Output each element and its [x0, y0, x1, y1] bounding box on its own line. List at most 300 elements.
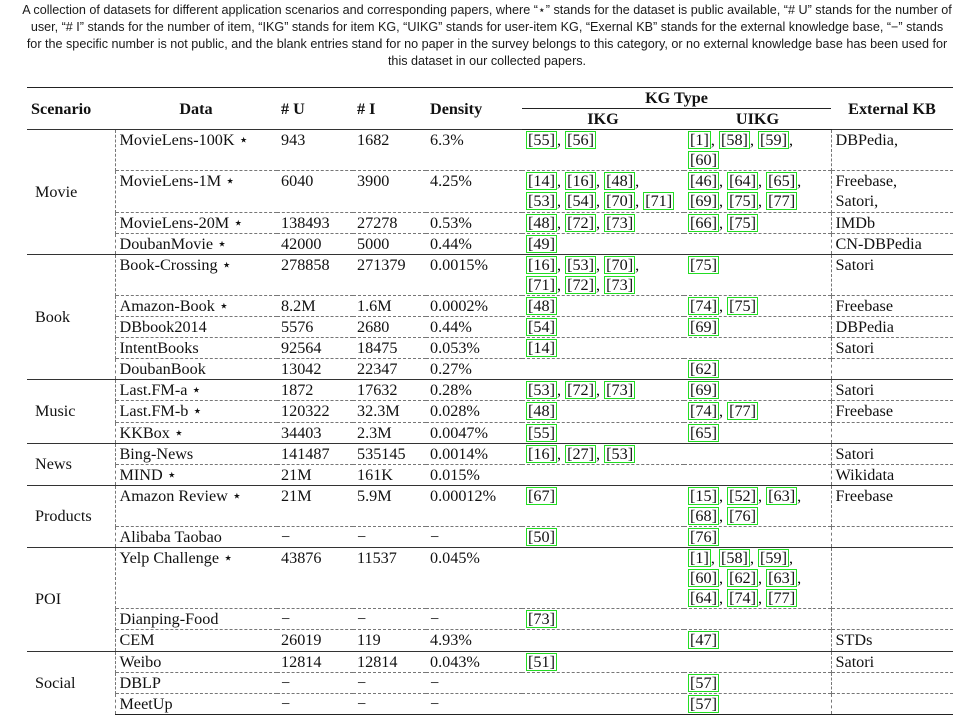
- citation-ref[interactable]: [60]: [690, 151, 717, 170]
- density-value: −: [426, 526, 522, 547]
- ref-line: [66] , [75]: [690, 213, 757, 232]
- ikg-refs: [522, 317, 684, 338]
- item-count: 27278: [353, 212, 426, 233]
- citation-ref[interactable]: [74]: [690, 296, 717, 315]
- ikg-refs: [522, 464, 684, 485]
- dataset-name: MovieLens-20M ⋆: [115, 212, 277, 233]
- ref-line: [71] , [72] , [73]: [528, 275, 634, 294]
- citation-ref[interactable]: [16]: [567, 172, 595, 191]
- uikg-refs: [684, 693, 831, 714]
- kb-line: DBPedia,: [835, 131, 898, 150]
- ref-line: [46] , [64] , [65] ,: [690, 172, 802, 191]
- dataset-name: MovieLens-1M ⋆: [115, 171, 277, 212]
- citation-ref[interactable]: [53]: [606, 444, 634, 463]
- caption-text: A collection of datasets for different application scenarios and corresponding papers, where “⋆” stands for the dataset is public available, “# U” stands for the number of user, “# I” stands for the number of item, “IKG” stands for item KG, “UIKG” stands for user-item KG, “Exernal KB” stands for the external knowledge base, “−” stands for the specific number is not public, and the blank entries stand for no paper in the survey belongs to this category, or no external knowledge base has been used for this dataset in our collected papers.: [22, 3, 952, 68]
- citation-ref[interactable]: [75]: [729, 213, 757, 232]
- ref-line: [688, 694, 827, 714]
- ref-line: [688, 255, 827, 275]
- header-items: # I: [353, 88, 426, 130]
- citation-ref[interactable]: [16]: [528, 444, 555, 463]
- uikg-refs: [684, 401, 831, 422]
- user-count: 120322: [277, 401, 353, 422]
- dataset-name: Amazon-Book ⋆: [115, 295, 277, 316]
- table-caption: [22, 2, 952, 70]
- dataset-name: DoubanBook: [115, 359, 277, 380]
- header-users: # U: [277, 88, 353, 130]
- dataset-name: Book-Crossing ⋆: [115, 254, 277, 295]
- citation-ref[interactable]: [59]: [760, 131, 787, 150]
- table-row: [27, 464, 953, 485]
- citation-ref[interactable]: [59]: [760, 549, 787, 568]
- user-count: 92564: [277, 338, 353, 359]
- citation-ref[interactable]: [48]: [528, 402, 555, 421]
- ikg-refs: [522, 485, 684, 526]
- table-row: [27, 130, 953, 171]
- uikg-refs: [684, 212, 831, 233]
- density-value: −: [426, 693, 522, 714]
- ref-line: [53] , [72] , [73]: [528, 381, 634, 400]
- citation-ref[interactable]: [77]: [768, 589, 796, 608]
- uikg-refs: [684, 672, 831, 693]
- citation-ref[interactable]: [55]: [528, 131, 555, 150]
- ref-line: [68] , [76]: [690, 506, 757, 525]
- table-row: [27, 485, 953, 526]
- uikg-refs: [684, 130, 831, 171]
- density-value: 0.015%: [426, 464, 522, 485]
- user-count: 141487: [277, 443, 353, 464]
- ref-line: [526, 423, 680, 443]
- citation-ref[interactable]: [75]: [729, 192, 757, 211]
- dataset-name: Alibaba Taobao: [115, 526, 277, 547]
- dataset-name: Weibo: [115, 651, 277, 672]
- table-row: [27, 630, 953, 651]
- citation-ref[interactable]: [52]: [729, 486, 757, 505]
- user-count: 278858: [277, 254, 353, 295]
- citation-ref[interactable]: [60]: [690, 569, 717, 588]
- ref-line: [15] , [52] , [63] ,: [690, 486, 802, 505]
- ref-line: [14] , [16] , [48] ,: [528, 172, 640, 191]
- ref-line: [55] , [56]: [528, 131, 595, 150]
- table-row: [27, 693, 953, 714]
- citation-ref[interactable]: [63]: [768, 486, 796, 505]
- table-row: [27, 171, 953, 212]
- external-kb: [831, 317, 953, 338]
- ref-line: [74] , [77]: [690, 402, 757, 421]
- user-count: 42000: [277, 233, 353, 254]
- ikg-refs: [522, 526, 684, 547]
- ref-line: [688, 527, 827, 547]
- ref-line: [526, 317, 680, 337]
- dataset-name: Dianping-Food: [115, 609, 277, 630]
- density-value: 0.28%: [426, 380, 522, 401]
- header-kg-type: KG Type: [522, 88, 831, 109]
- citation-ref[interactable]: [74]: [690, 402, 717, 421]
- citation-ref[interactable]: [74]: [729, 589, 757, 608]
- item-count: 119: [353, 630, 426, 651]
- external-kb: [831, 171, 953, 212]
- citation-ref[interactable]: [15]: [690, 486, 717, 505]
- external-kb: [831, 295, 953, 316]
- table-row: [27, 317, 953, 338]
- ikg-refs: [522, 401, 684, 422]
- ref-line: [526, 296, 680, 316]
- header-density: Density: [426, 88, 522, 130]
- scenario-cell: Social: [27, 651, 115, 714]
- citation-ref[interactable]: [55]: [528, 423, 555, 442]
- density-value: 0.27%: [426, 359, 522, 380]
- citation-ref[interactable]: [57]: [690, 673, 717, 692]
- citation-ref[interactable]: [70]: [606, 255, 634, 274]
- item-count: 1682: [353, 130, 426, 171]
- kb-line: Satori: [835, 652, 875, 671]
- citation-ref[interactable]: [73]: [606, 275, 634, 294]
- ref-line: [1] , [58] , [59] ,: [690, 549, 794, 568]
- scenario-cell: Movie: [27, 130, 115, 255]
- citation-ref[interactable]: [73]: [528, 610, 555, 629]
- uikg-refs: [684, 630, 831, 651]
- external-kb: [831, 651, 953, 672]
- table-row: [27, 401, 953, 422]
- ikg-refs: [522, 380, 684, 401]
- citation-ref[interactable]: [14]: [528, 339, 555, 358]
- table-row: [27, 526, 953, 547]
- density-value: 0.0014%: [426, 443, 522, 464]
- ref-line: [526, 401, 680, 421]
- user-count: 1872: [277, 380, 353, 401]
- citation-ref[interactable]: [53]: [567, 255, 595, 274]
- table-row: [27, 338, 953, 359]
- ref-line: [688, 673, 827, 693]
- item-count: 5000: [353, 233, 426, 254]
- item-count: −: [353, 526, 426, 547]
- ref-line: [60] , [62] , [63] ,: [690, 569, 802, 588]
- ref-line: [526, 527, 680, 547]
- uikg-refs: [684, 609, 831, 630]
- table-row: [27, 212, 953, 233]
- density-value: 0.0047%: [426, 422, 522, 443]
- item-count: 17632: [353, 380, 426, 401]
- citation-ref[interactable]: [65]: [768, 172, 796, 191]
- uikg-refs: [684, 254, 831, 295]
- citation-ref[interactable]: [62]: [690, 360, 717, 379]
- header-ikg: IKG: [522, 109, 684, 130]
- table-row: [27, 672, 953, 693]
- citation-ref[interactable]: [62]: [729, 569, 757, 588]
- item-count: 161K: [353, 464, 426, 485]
- citation-ref[interactable]: [73]: [606, 381, 634, 400]
- user-count: 43876: [277, 548, 353, 609]
- external-kb: [831, 380, 953, 401]
- external-kb: [831, 359, 953, 380]
- table-row: [27, 359, 953, 380]
- external-kb: [831, 401, 953, 422]
- density-value: −: [426, 672, 522, 693]
- external-kb: [831, 526, 953, 547]
- external-kb: [831, 485, 953, 526]
- ikg-refs: [522, 359, 684, 380]
- density-value: 0.0002%: [426, 295, 522, 316]
- citation-ref[interactable]: [54]: [567, 192, 595, 211]
- user-count: −: [277, 609, 353, 630]
- user-count: 21M: [277, 464, 353, 485]
- kb-line: DBPedia: [835, 318, 894, 337]
- item-count: −: [353, 672, 426, 693]
- density-value: 0.00012%: [426, 485, 522, 526]
- uikg-refs: [684, 295, 831, 316]
- kb-line: Freebase: [835, 402, 894, 421]
- ikg-refs: [522, 233, 684, 254]
- external-kb: [831, 443, 953, 464]
- citation-ref[interactable]: [73]: [606, 213, 634, 232]
- uikg-refs: [684, 422, 831, 443]
- ikg-refs: [522, 295, 684, 316]
- ikg-refs: [522, 338, 684, 359]
- citation-ref[interactable]: [51]: [528, 652, 555, 671]
- citation-ref[interactable]: [67]: [528, 486, 555, 505]
- citation-ref[interactable]: [48]: [528, 296, 555, 315]
- citation-ref[interactable]: [69]: [690, 192, 717, 211]
- citation-ref[interactable]: [71]: [645, 192, 673, 211]
- dataset-name: KKBox ⋆: [115, 422, 277, 443]
- item-count: 2.3M: [353, 422, 426, 443]
- external-kb: [831, 338, 953, 359]
- kb-line: Satori,: [835, 192, 879, 211]
- user-count: 12814: [277, 651, 353, 672]
- ikg-refs: [522, 672, 684, 693]
- external-kb: [831, 254, 953, 295]
- dataset-name: DBLP: [115, 672, 277, 693]
- item-count: −: [353, 609, 426, 630]
- citation-ref[interactable]: [56]: [567, 131, 595, 150]
- item-count: 271379: [353, 254, 426, 295]
- citation-ref[interactable]: [50]: [528, 527, 555, 546]
- table-row: [27, 609, 953, 630]
- kb-line: STDs: [835, 631, 873, 650]
- uikg-refs: [684, 651, 831, 672]
- kb-line: Satori: [835, 255, 875, 274]
- scenario-cell: Book: [27, 254, 115, 380]
- citation-ref[interactable]: [72]: [567, 381, 595, 400]
- citation-ref[interactable]: [48]: [528, 213, 555, 232]
- ref-line: [688, 423, 827, 443]
- density-value: 6.3%: [426, 130, 522, 171]
- citation-ref[interactable]: [70]: [606, 192, 634, 211]
- citation-ref[interactable]: [76]: [729, 506, 757, 525]
- scenario-cell: POI: [27, 548, 115, 651]
- ikg-refs: [522, 609, 684, 630]
- external-kb: [831, 233, 953, 254]
- ref-line: [64] , [74] , [77]: [690, 589, 796, 608]
- table-row: [27, 651, 953, 672]
- table-body: [27, 130, 953, 715]
- external-kb: [831, 548, 953, 609]
- citation-ref[interactable]: [66]: [690, 213, 717, 232]
- item-count: 535145: [353, 443, 426, 464]
- ikg-refs: [522, 422, 684, 443]
- external-kb: [831, 693, 953, 714]
- citation-ref[interactable]: [75]: [729, 296, 757, 315]
- citation-ref[interactable]: [75]: [690, 255, 717, 274]
- user-count: 5576: [277, 317, 353, 338]
- dataset-name: IntentBooks: [115, 338, 277, 359]
- ref-line: [688, 359, 827, 379]
- table-row: [27, 233, 953, 254]
- external-kb: [831, 672, 953, 693]
- table-row: [27, 443, 953, 464]
- item-count: −: [353, 693, 426, 714]
- scenario-cell: Music: [27, 380, 115, 443]
- kb-line: Satori: [835, 339, 875, 358]
- ikg-refs: [522, 630, 684, 651]
- external-kb: [831, 130, 953, 171]
- citation-ref[interactable]: [64]: [729, 172, 757, 191]
- table-row: [27, 295, 953, 316]
- dataset-name: Yelp Challenge ⋆: [115, 548, 277, 609]
- table-row: [27, 548, 953, 609]
- ref-line: [526, 486, 680, 506]
- kb-line: Freebase: [835, 296, 894, 315]
- citation-ref[interactable]: [53]: [528, 381, 555, 400]
- user-count: −: [277, 526, 353, 547]
- external-kb: [831, 630, 953, 651]
- ref-line: [53] , [54] , [70] , [71]: [528, 192, 673, 211]
- citation-ref[interactable]: [77]: [729, 402, 757, 421]
- header-uikg: UIKG: [684, 109, 831, 130]
- dataset-name: Amazon Review ⋆: [115, 485, 277, 526]
- density-value: 0.44%: [426, 317, 522, 338]
- ikg-refs: [522, 548, 684, 609]
- ikg-refs: [522, 443, 684, 464]
- uikg-refs: [684, 526, 831, 547]
- citation-ref[interactable]: [69]: [690, 318, 717, 337]
- ikg-refs: [522, 130, 684, 171]
- density-value: 0.053%: [426, 338, 522, 359]
- ref-line: [69] , [75] , [77]: [690, 192, 796, 211]
- kb-line: Satori: [835, 381, 875, 400]
- uikg-refs: [684, 464, 831, 485]
- density-value: 0.028%: [426, 401, 522, 422]
- citation-ref[interactable]: [57]: [690, 694, 717, 713]
- dataset-name: MIND ⋆: [115, 464, 277, 485]
- kb-line: Freebase: [835, 486, 894, 505]
- external-kb: [831, 464, 953, 485]
- user-count: 943: [277, 130, 353, 171]
- dataset-name: MovieLens-100K ⋆: [115, 130, 277, 171]
- citation-ref[interactable]: [71]: [528, 275, 555, 294]
- uikg-refs: [684, 317, 831, 338]
- density-value: 0.0015%: [426, 254, 522, 295]
- ref-line: [526, 338, 680, 358]
- ref-line: [74] , [75]: [690, 296, 757, 315]
- density-value: 0.043%: [426, 651, 522, 672]
- density-value: 0.44%: [426, 233, 522, 254]
- citation-ref[interactable]: [72]: [567, 275, 595, 294]
- item-count: 3900: [353, 171, 426, 212]
- dataset-name: Last.FM-a ⋆: [115, 380, 277, 401]
- citation-ref[interactable]: [77]: [768, 192, 796, 211]
- citation-ref[interactable]: [63]: [768, 569, 796, 588]
- ref-line: [688, 317, 827, 337]
- citation-ref[interactable]: [53]: [528, 192, 555, 211]
- kb-line: CN-DBPedia: [835, 234, 922, 253]
- citation-ref[interactable]: [65]: [690, 423, 717, 442]
- citation-ref[interactable]: [46]: [690, 172, 717, 191]
- item-count: 2680: [353, 317, 426, 338]
- item-count: 12814: [353, 651, 426, 672]
- citation-ref[interactable]: [68]: [690, 506, 717, 525]
- citation-ref[interactable]: [48]: [606, 172, 634, 191]
- header-external-kb: External KB: [831, 88, 953, 130]
- external-kb: [831, 609, 953, 630]
- citation-ref[interactable]: [1]: [690, 549, 709, 568]
- external-kb: [831, 212, 953, 233]
- user-count: 138493: [277, 212, 353, 233]
- user-count: 34403: [277, 422, 353, 443]
- citation-ref[interactable]: [14]: [528, 172, 555, 191]
- item-count: 32.3M: [353, 401, 426, 422]
- scenario-cell: Products: [27, 485, 115, 547]
- density-value: 4.93%: [426, 630, 522, 651]
- uikg-refs: [684, 233, 831, 254]
- scenario-cell: News: [27, 443, 115, 485]
- citation-ref[interactable]: [69]: [690, 381, 717, 400]
- ref-line: [526, 652, 680, 672]
- citation-ref[interactable]: [76]: [690, 527, 717, 546]
- kb-line: Satori: [835, 444, 875, 463]
- user-count: 8.2M: [277, 295, 353, 316]
- citation-ref[interactable]: [49]: [528, 234, 555, 253]
- table-row: [27, 380, 953, 401]
- citation-ref[interactable]: [72]: [567, 213, 595, 232]
- ref-line: [1] , [58] , [59] , [60]: [690, 131, 794, 170]
- ref-line: [16] , [27] , [53]: [528, 444, 634, 463]
- density-value: 0.045%: [426, 548, 522, 609]
- ikg-refs: [522, 212, 684, 233]
- density-value: 0.53%: [426, 212, 522, 233]
- citation-ref[interactable]: [1]: [690, 131, 709, 150]
- user-count: 26019: [277, 630, 353, 651]
- dataset-name: MeetUp: [115, 693, 277, 714]
- citation-ref[interactable]: [27]: [567, 444, 595, 463]
- dataset-name: Bing-News: [115, 443, 277, 464]
- uikg-refs: [684, 338, 831, 359]
- ref-line: [688, 380, 827, 400]
- item-count: 1.6M: [353, 295, 426, 316]
- citation-ref[interactable]: [16]: [528, 255, 555, 274]
- uikg-refs: [684, 171, 831, 212]
- user-count: 21M: [277, 485, 353, 526]
- citation-ref[interactable]: [64]: [690, 589, 717, 608]
- user-count: 6040: [277, 171, 353, 212]
- table-row: [27, 422, 953, 443]
- dataset-name: DoubanMovie ⋆: [115, 233, 277, 254]
- uikg-refs: [684, 548, 831, 609]
- dataset-name: DBbook2014: [115, 317, 277, 338]
- uikg-refs: [684, 443, 831, 464]
- citation-ref[interactable]: [47]: [690, 631, 717, 650]
- density-value: −: [426, 609, 522, 630]
- citation-ref[interactable]: [58]: [720, 131, 748, 150]
- ref-line: [526, 234, 680, 254]
- dataset-name: Last.FM-b ⋆: [115, 401, 277, 422]
- citation-ref[interactable]: [58]: [720, 549, 748, 568]
- uikg-refs: [684, 359, 831, 380]
- ref-line: [526, 609, 680, 629]
- item-count: 11537: [353, 548, 426, 609]
- kb-line: IMDb: [835, 213, 876, 232]
- citation-ref[interactable]: [54]: [528, 318, 555, 337]
- user-count: 13042: [277, 359, 353, 380]
